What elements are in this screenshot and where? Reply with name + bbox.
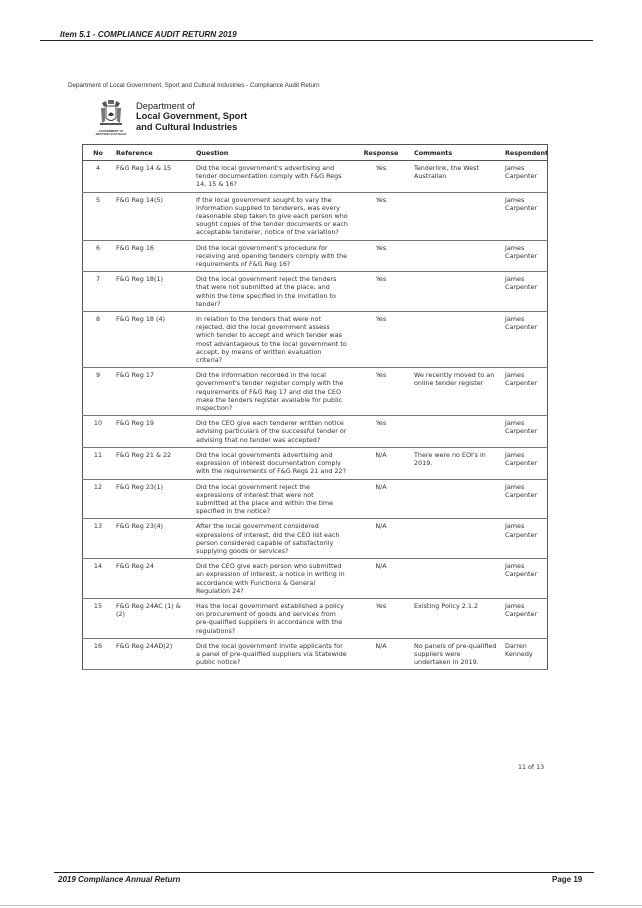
cell-respondent: James Carpenter: [502, 519, 548, 559]
cell-no: 6: [83, 240, 114, 272]
cell-question: Did the local government reject the tenders that were not submitted at the place, and within the time specified in the invitation to tender?: [193, 272, 351, 312]
cell-reference: F&G Reg 17: [113, 368, 193, 416]
cell-respondent: James Carpenter: [502, 368, 548, 416]
column-header-question: Question: [193, 145, 351, 161]
cell-comments: There were no EOI's in 2019.: [411, 447, 502, 479]
cell-question: After the local government considered expressions of interest, did the CEO list each person considered capable of satisfactorily supplying goods or services?: [193, 519, 351, 559]
cell-reference: F&G Reg 19: [113, 416, 193, 448]
cell-response: Yes: [351, 598, 411, 638]
department-return-title: Department of Local Government, Sport and Cultural Industries - Compliance Audit Return: [68, 82, 320, 89]
cell-response: N/A: [351, 559, 411, 599]
cell-no: 15: [83, 598, 114, 638]
table-row: [83, 447, 548, 479]
logo-caption-line2: WESTERN AUSTRALIA: [95, 132, 127, 137]
cell-comments: [411, 192, 502, 240]
department-name-line1: Department of: [136, 101, 195, 111]
table-header-row: [83, 145, 548, 161]
table-row: [83, 598, 548, 638]
cell-question: Did the local governments advertising and expression of interest documentation comply with the requirements of F&G Regs 21 and 22?: [193, 447, 351, 479]
table-row: [83, 638, 548, 670]
cell-respondent: James Carpenter: [502, 161, 548, 193]
cell-comments: [411, 272, 502, 312]
cell-response: Yes: [351, 416, 411, 448]
cell-respondent: James Carpenter: [502, 312, 548, 368]
cell-response: N/A: [351, 479, 411, 519]
page-header-title: Item 5.1 - COMPLIANCE AUDIT RETURN 2019: [40, 30, 593, 41]
cell-respondent: James Carpenter: [502, 192, 548, 240]
cell-respondent: James Carpenter: [502, 416, 548, 448]
column-header-no: No: [83, 145, 114, 161]
cell-comments: [411, 240, 502, 272]
cell-no: 10: [83, 416, 114, 448]
cell-response: Yes: [351, 312, 411, 368]
cell-reference: F&G Reg 24AC (1) & (2): [113, 598, 193, 638]
cell-comments: No panels of pre-qualified suppliers were undertaken in 2019.: [411, 638, 502, 670]
cell-respondent: James Carpenter: [502, 272, 548, 312]
table-row: [83, 368, 548, 416]
cell-no: 9: [83, 368, 114, 416]
cell-no: 13: [83, 519, 114, 559]
column-header-response: Response: [351, 145, 411, 161]
cell-respondent: James Carpenter: [502, 598, 548, 638]
page-count: 11 of 13: [518, 764, 545, 771]
cell-respondent: James Carpenter: [502, 240, 548, 272]
cell-response: N/A: [351, 638, 411, 670]
department-name-line3: and Cultural Industries: [136, 121, 238, 132]
column-header-reference: Reference: [113, 145, 193, 161]
table-row: [83, 312, 548, 368]
department-logo: [88, 99, 136, 145]
cell-question: Did the local government's procedure for receiving and opening tenders comply with the requirements of F&G Reg 16?: [193, 240, 351, 272]
cell-reference: F&G Reg 24AD(2): [113, 638, 193, 670]
cell-response: N/A: [351, 447, 411, 479]
cell-question: In relation to the tenders that were not rejected, did the local government assess which tender to accept and which tender was most advantageous to the local government to accept, by means of written evaluation criteria?: [193, 312, 351, 368]
cell-question: Did the CEO give each person who submitted an expression of interest, a notice in writing in accordance with Functions & General Regulation 24?: [193, 559, 351, 599]
page-bottom-edge: [0, 905, 642, 906]
cell-respondent: Darren Kennedy: [502, 638, 548, 670]
cell-reference: F&G Reg 14 & 15: [113, 161, 193, 193]
table-row: [83, 240, 548, 272]
wa-government-crest-icon: [98, 99, 124, 129]
table-row: [83, 272, 548, 312]
cell-comments: [411, 312, 502, 368]
cell-response: Yes: [351, 272, 411, 312]
cell-question: If the local government sought to vary the information supplied to tenderers, was every reasonable step taken to give each person who sought copies of the tender documents or each acceptable tenderer, notice of the variation?: [193, 192, 351, 240]
cell-response: Yes: [351, 240, 411, 272]
cell-comments: We recently moved to an online tender register: [411, 368, 502, 416]
cell-reference: F&G Reg 23(4): [113, 519, 193, 559]
cell-reference: F&G Reg 18(1): [113, 272, 193, 312]
cell-reference: F&G Reg 24: [113, 559, 193, 599]
logo-caption-line1: GOVERNMENT OF: [98, 129, 124, 133]
cell-question: Did the local government reject the expressions of interest that were not submitted at the place and within the time specified in the notice?: [193, 479, 351, 519]
table-row: [83, 161, 548, 193]
cell-no: 8: [83, 312, 114, 368]
cell-no: 14: [83, 559, 114, 599]
table-row: [83, 519, 548, 559]
cell-response: Yes: [351, 368, 411, 416]
cell-response: Yes: [351, 161, 411, 193]
table-row: [83, 559, 548, 599]
cell-comments: [411, 559, 502, 599]
cell-comments: Tenderlink, the West Australian: [411, 161, 502, 193]
cell-question: Did the information recorded in the local government's tender register comply with the requirements of F&G Reg 17 and did the CEO make the tenders register available for public inspection?: [193, 368, 351, 416]
department-name-line2: Local Government, Sport: [136, 111, 248, 122]
footer-title: 2019 Compliance Annual Return: [58, 875, 181, 884]
cell-no: 16: [83, 638, 114, 670]
table-row: [83, 192, 548, 240]
footer-page-number: Page 19: [552, 875, 583, 884]
cell-comments: Existing Policy 2.1.2: [411, 598, 502, 638]
cell-no: 4: [83, 161, 114, 193]
cell-no: 5: [83, 192, 114, 240]
column-header-comments: Comments: [411, 145, 502, 161]
cell-comments: [411, 519, 502, 559]
cell-respondent: James Carpenter: [502, 559, 548, 599]
cell-response: N/A: [351, 519, 411, 559]
department-name: [136, 101, 247, 132]
cell-no: 7: [83, 272, 114, 312]
cell-no: 11: [83, 447, 114, 479]
cell-reference: F&G Reg 14(5): [113, 192, 193, 240]
table-row: [83, 416, 548, 448]
cell-question: Did the CEO give each tenderer written notice advising particulars of the successful tender or advising that no tender was accepted?: [193, 416, 351, 448]
logo-caption: [88, 130, 134, 137]
cell-comments: [411, 416, 502, 448]
cell-respondent: James Carpenter: [502, 447, 548, 479]
cell-reference: F&G Reg 16: [113, 240, 193, 272]
cell-question: Has the local government established a policy on procurement of goods and services from pre-qualified suppliers in accordance with the regulations?: [193, 598, 351, 638]
footer-divider: [54, 872, 594, 873]
cell-respondent: James Carpenter: [502, 479, 548, 519]
cell-no: 12: [83, 479, 114, 519]
cell-question: Did the local government's advertising and tender documentation comply with F&G Regs 14, 15 & 16?: [193, 161, 351, 193]
table-row: [83, 479, 548, 519]
cell-response: Yes: [351, 192, 411, 240]
cell-question: Did the local government invite applicants for a panel of pre-qualified suppliers via Statewide public notice?: [193, 638, 351, 670]
compliance-audit-table: [82, 144, 548, 670]
cell-reference: F&G Reg 21 & 22: [113, 447, 193, 479]
cell-comments: [411, 479, 502, 519]
column-header-respondent: Respondent: [502, 145, 548, 161]
cell-reference: F&G Reg 18 (4): [113, 312, 193, 368]
cell-reference: F&G Reg 23(1): [113, 479, 193, 519]
